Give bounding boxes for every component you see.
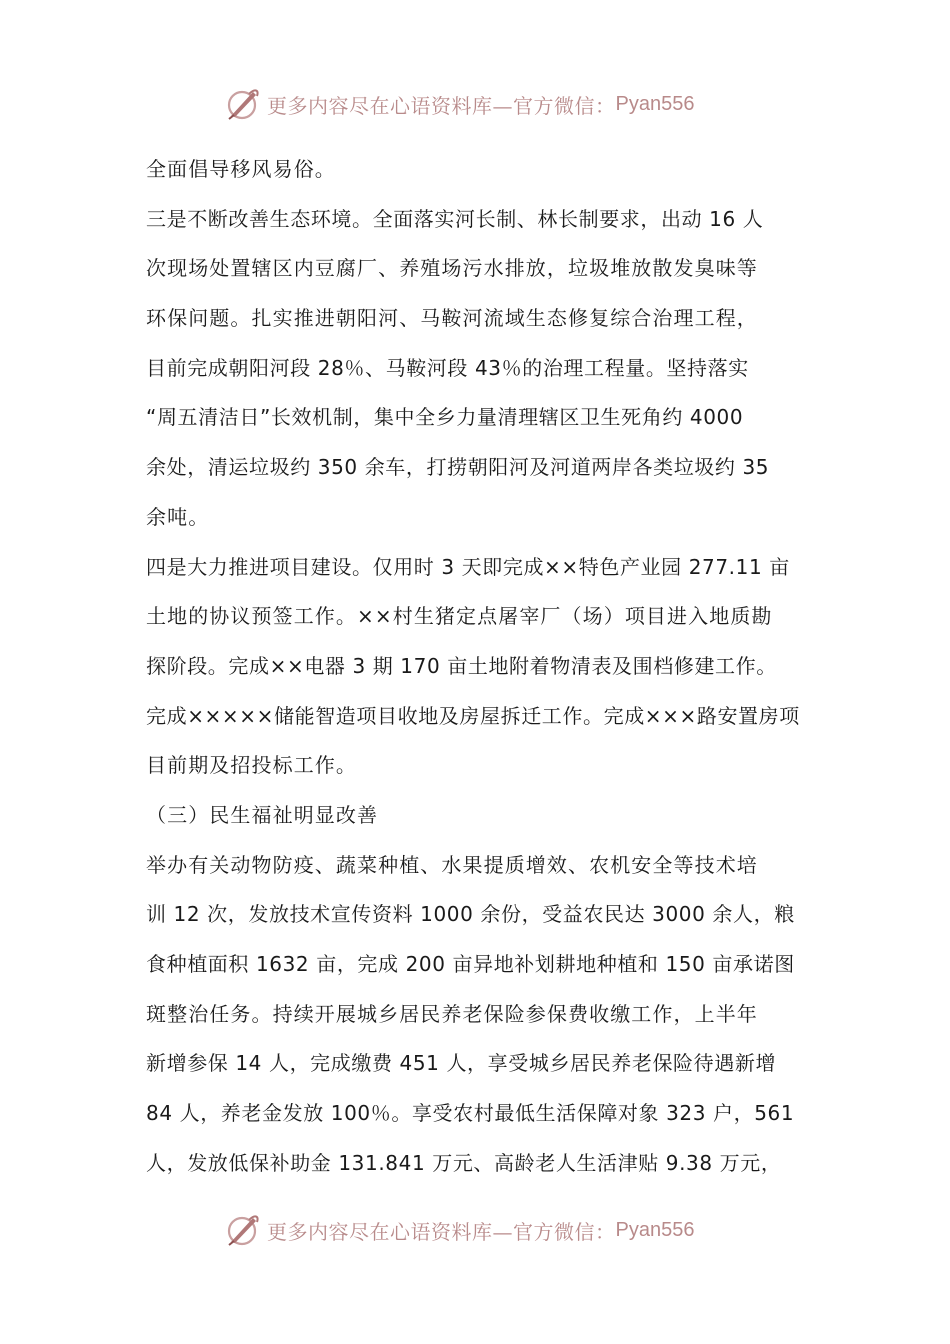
text-line: 目前完成朝阳河段 28％、马鞍河段 43％的治理工程量。坚持落实 — [146, 355, 749, 380]
text-line: 84 人，养老金发放 100％。享受农村最低生活保障对象 323 户，561 — [146, 1101, 795, 1126]
watermark-wechat-id: Pyan556 — [615, 92, 695, 115]
quill-logo-icon — [225, 86, 261, 122]
text-line: 次现场处置辖区内豆腐厂、养殖场污水排放，垃圾堆放散发臭味等 — [146, 256, 758, 281]
text-line: 三是不断改善生态环境。全面落实河长制、林长制要求，出动 16 人 — [146, 206, 764, 231]
quill-logo-icon — [225, 1212, 261, 1248]
text-line: 举办有关动物防疫、蔬菜种植、水果提质增效、农机安全等技术培 — [146, 852, 758, 877]
text-line: 食种植面积 1632 亩，完成 200 亩异地补划耕地种植和 150 亩承诺图 — [146, 952, 795, 976]
text-line: 完成×××××储能智造项目收地及房屋拆迁工作。完成×××路安置房项 — [146, 703, 800, 728]
header-watermark — [225, 84, 694, 124]
text-line: 全面倡导移风易俗。 — [146, 157, 336, 181]
text-line: 探阶段。完成××电器 3 期 170 亩土地附着物清表及围档修建工作。 — [146, 653, 777, 678]
footer-watermark — [225, 1210, 694, 1250]
body-text — [146, 145, 814, 1188]
watermark-wechat-id: Pyan556 — [615, 1218, 695, 1241]
text-line: 人，发放低保补助金 131.841 万元、高龄老人生活津贴 9.38 万元， — [146, 1150, 782, 1175]
text-line: 环保问题。扎实推进朝阳河、马鞍河流域生态修复综合治理工程， — [146, 306, 758, 331]
text-line: 余处，清运垃圾约 350 余车，打捞朝阳河及河道两岸各类垃圾约 35 — [146, 455, 770, 480]
text-line: 斑整治任务。持续开展城乡居民养老保险参保费收缴工作，上半年 — [146, 1001, 758, 1026]
text-line: 目前期及招投标工作。 — [146, 753, 357, 778]
text-line: 训 12 次，发放技术宣传资料 1000 余份，受益农民达 3000 余人，粮 — [146, 902, 795, 927]
section-heading: （三）民生福祉明显改善 — [146, 802, 379, 827]
text-line: 四是大力推进项目建设。仅用时 3 天即完成××特色产业园 277.11 亩 — [146, 554, 790, 579]
watermark-text: 更多内容尽在心语资料库—官方微信： — [267, 93, 616, 118]
text-line: 新增参保 14 人，完成缴费 451 人，享受城乡居民养老保险待遇新增 — [146, 1051, 777, 1076]
text-line: 土地的协议预签工作。××村生猪定点屠宰厂（场）项目进入地质勘 — [146, 604, 773, 629]
text-line: “周五清洁日”长效机制，集中全乡力量清理辖区卫生死角约 4000 — [146, 405, 744, 430]
text-line: 余吨。 — [146, 504, 210, 529]
watermark-text: 更多内容尽在心语资料库—官方微信： — [267, 1219, 616, 1244]
